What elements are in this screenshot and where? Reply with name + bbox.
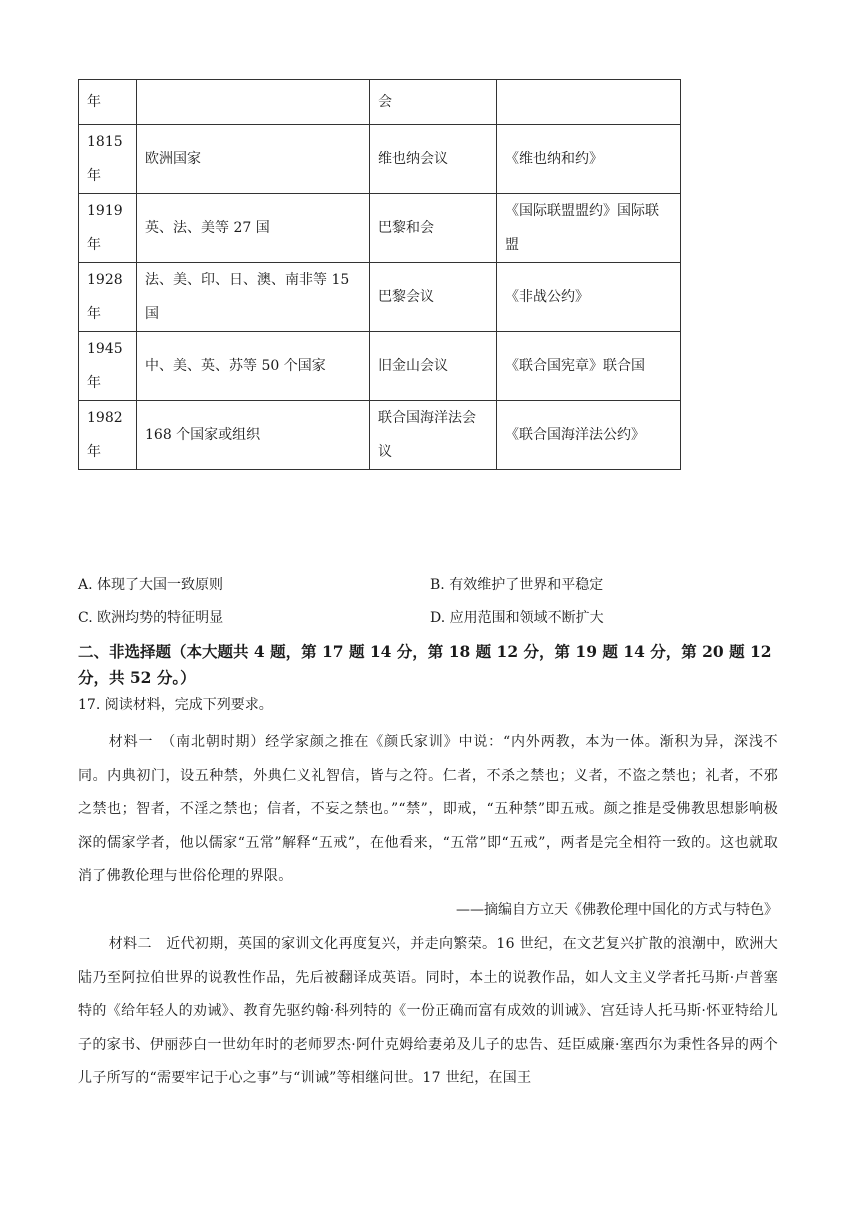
conference-cell: 会 [370,80,497,125]
section-heading: 二、非选择题（本大题共 4 题，第 17 题 14 分，第 18 题 12 分，第 19 题 14 分，第 20 题 12 分，共 52 分。） [78,642,772,687]
table-row [79,332,681,401]
participants-cell: 168 个国家或组织 [137,401,370,470]
participants-cell [137,80,370,125]
option-d: D. 应用范围和领域不断扩大 [430,610,604,626]
document-cell [497,80,681,125]
option-c: C. 欧洲均势的特征明显 [78,610,224,626]
material-1-text: 材料一 （南北朝时期）经学家颜之推在《颜氏家训》中说：“内外两教，本为一体。渐积为异，深浅不同。内典初门，设五种禁，外典仁义礼智信，皆与之符。仁者，不杀之禁也；义者，不盗之禁也；礼者，不邪之禁也；智者，不淫之禁也；信者，不妄之禁也。”“禁”，即戒，“五种禁”即五戒。颜之推是受佛教思想影响极深的儒家学者，他以儒家“五常”解释“五戒”，在他看来，“五常”即“五戒”，两者是完全相符一致的。这也就取消了佛教伦理与世俗伦理的界限。 [78,734,778,884]
document-cell: 《联合国宪章》联合国 [497,332,681,401]
table-row [79,263,681,332]
option-a: A. 体现了大国一致原则 [78,577,224,593]
document-cell: 《联合国海洋法公约》 [497,401,681,470]
participants-cell: 中、美、英、苏等 50 个国家 [137,332,370,401]
material-2-text: 材料二 近代初期，英国的家训文化再度复兴，并走向繁荣。16 世纪，在文艺复兴扩散的浪潮中，欧洲大陆乃至阿拉伯世界的说教性作品，先后被翻译成英语。同时，本土的说教作品，如人文主义学者托马斯·卢普塞特的《给年轻人的劝诫》、教育先驱约翰·科列特的《一份正确而富有成效的训诫》、宫廷诗人托马斯·怀亚特给儿子的家书、伊丽莎白一世幼年时的老师罗杰·阿什克姆给妻弟及儿子的忠告、廷臣威廉·塞西尔为秉性各异的两个儿子所写的“需要牢记于心之事”与“训诫”等相继问世。17 世纪，在国王 [78,936,778,1086]
option-b: B. 有效维护了世界和平稳定 [430,577,604,593]
table-row [79,194,681,263]
question-17-intro: 17. 阅读材料，完成下列要求。 [78,697,273,713]
participants-cell: 英、法、美等 27 国 [137,194,370,263]
conference-cell: 旧金山会议 [370,332,497,401]
answer-options [78,574,778,640]
year-cell: 年 [79,80,137,125]
year-cell: 1815 年 [79,125,137,194]
table-row [79,401,681,470]
conference-cell: 维也纳会议 [370,125,497,194]
document-cell: 《非战公约》 [497,263,681,332]
treaty-table-body [79,80,681,470]
conference-cell: 巴黎会议 [370,263,497,332]
conference-cell: 联合国海洋法会议 [370,401,497,470]
year-cell: 1928 年 [79,263,137,332]
year-cell: 1919 年 [79,194,137,263]
material-1-source: ——摘编自方立天《佛教伦理中国化的方式与特色》 [456,902,778,918]
treaty-table [78,79,681,470]
participants-cell: 欧洲国家 [137,125,370,194]
table-row [79,80,681,125]
document-cell: 《维也纳和约》 [497,125,681,194]
year-cell: 1982 年 [79,401,137,470]
conference-cell: 巴黎和会 [370,194,497,263]
participants-cell: 法、美、印、日、澳、南非等 15 国 [137,263,370,332]
document-cell: 《国际联盟盟约》国际联盟 [497,194,681,263]
table-row [79,125,681,194]
year-cell: 1945 年 [79,332,137,401]
